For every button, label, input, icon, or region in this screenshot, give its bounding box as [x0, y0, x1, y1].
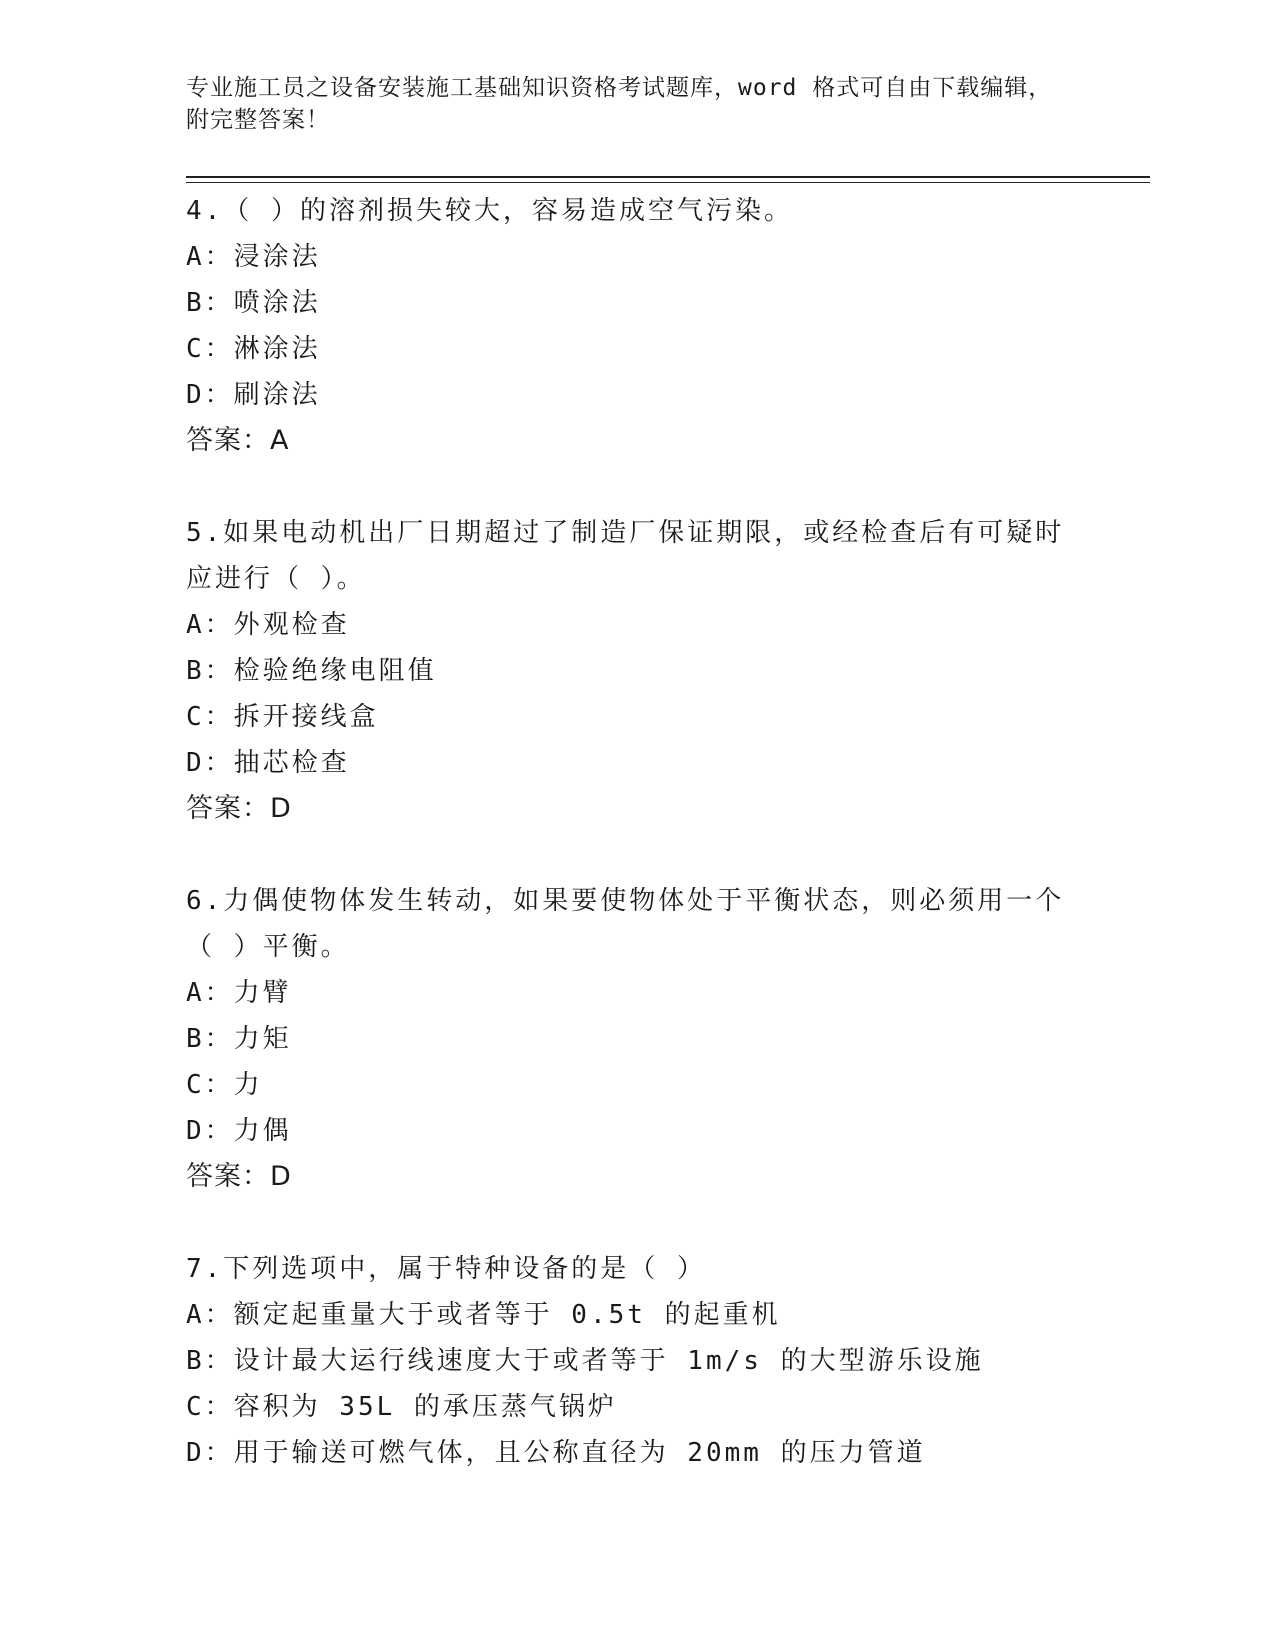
option-c: C：容积为 35L 的承压蒸气锅炉 [186, 1392, 617, 1422]
document-header [186, 72, 1066, 136]
header-title-line-1: 专业施工员之设备安装施工基础知识资格考试题库，word 格式可自由下载编辑， [186, 75, 1053, 101]
question-stem: 5.如果电动机出厂日期超过了制造厂保证期限，或经检查后有可疑时 [186, 518, 1065, 548]
header-divider-thin [186, 182, 1150, 183]
answer-label: 答案：D [186, 1161, 292, 1192]
question-stem: 4.（ ）的溶剂损失较大，容易造成空气污染。 [186, 196, 793, 226]
option-a: A：额定起重量大于或者等于 0.5t 的起重机 [186, 1300, 781, 1330]
option-d: D：刷涂法 [186, 380, 321, 410]
answer-label: 答案：D [186, 793, 292, 824]
question-stem: 6.力偶使物体发生转动，如果要使物体处于平衡状态，则必须用一个 [186, 886, 1065, 916]
answer-label: 答案：A [186, 425, 290, 456]
option-d: D：抽芯检查 [186, 748, 350, 778]
option-b: B：力矩 [186, 1024, 292, 1054]
option-a: A：外观检查 [186, 610, 350, 640]
option-a: A：浸涂法 [186, 242, 321, 272]
question-7 [186, 1246, 1086, 1476]
question-4 [186, 188, 1086, 464]
option-c: C：力 [186, 1070, 263, 1100]
header-divider-thick [186, 176, 1150, 178]
question-5 [186, 510, 1086, 832]
option-d: D：力偶 [186, 1116, 292, 1146]
header-title-line-2: 附完整答案！ [186, 107, 330, 133]
option-c: C：拆开接线盒 [186, 702, 379, 732]
question-list [186, 188, 1086, 1522]
option-b: B：喷涂法 [186, 288, 321, 318]
question-stem: 7.下列选项中，属于特种设备的是（ ） [186, 1254, 706, 1284]
question-6 [186, 878, 1086, 1200]
question-stem-continued: （ ）平衡。 [186, 932, 350, 962]
option-d: D：用于输送可燃气体，且公称直径为 20mm 的压力管道 [186, 1438, 926, 1468]
option-b: B：设计最大运行线速度大于或者等于 1m/s 的大型游乐设施 [186, 1346, 984, 1376]
option-a: A：力臂 [186, 978, 292, 1008]
option-b: B：检验绝缘电阻值 [186, 656, 437, 686]
option-c: C：淋涂法 [186, 334, 321, 364]
question-stem-continued: 应进行（ ）。 [186, 564, 366, 594]
